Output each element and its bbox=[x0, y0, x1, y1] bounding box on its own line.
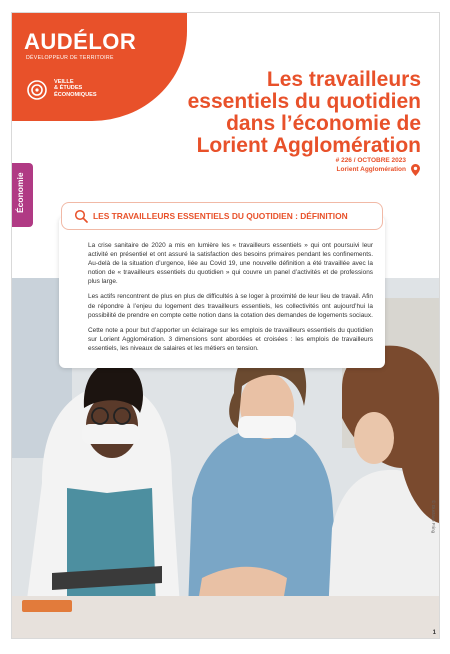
title-line: Lorient Agglomération bbox=[196, 134, 421, 157]
paragraph: La crise sanitaire de 2020 a mis en lumière les « travailleurs essentiels » qui ont poursuivi leur activité en présentiel et ont assuré la satisfaction des besoins primaires pendant les confinements. Au-delà de la situation d’urgence, liée au Covid 19, une nouvelle définition a été travaillée avec la notion de « travailleurs essentiels du quotidien » qui couvre un panel d’activités et de professions plus large. bbox=[88, 242, 373, 286]
brand-logo[interactable]: AUDÉLOR bbox=[24, 29, 137, 54]
page-title bbox=[161, 69, 421, 157]
map-pin-icon bbox=[411, 164, 420, 176]
definition-card bbox=[59, 216, 385, 368]
paragraph: Cette note a pour but d’apporter un éclairage sur les emplois de travailleurs essentiels du quotidien sur Lorient Agglomération. 3 dimensions sont abordées et croisées : les emplois de travailleurs essentiels, les niveaux de salaires et les métiers en tension. bbox=[88, 326, 373, 352]
section-label bbox=[54, 79, 97, 98]
title-line: essentiels du quotidien bbox=[187, 90, 421, 113]
title-line: Les travailleurs bbox=[266, 68, 421, 91]
section-label-line: VEILLE bbox=[54, 79, 74, 85]
definition-heading: LES TRAVAILLEURS ESSENTIELS DU QUOTIDIEN : DÉFINITION bbox=[93, 211, 348, 221]
title-line: dans l’économie de bbox=[226, 112, 421, 135]
paragraph: Les actifs rencontrent de plus en plus de difficultés à se loger à proximité de leur lieu de travail. Afin de répondre à l’enjeu du logement des travailleurs essentiels, les collectivités ont aujourd’hui la possibilité de prendre en compte cette notion dans la cotation des demandes de logements sociaux. bbox=[88, 293, 373, 319]
category-tab-label: Économie bbox=[15, 172, 25, 213]
location-label: Lorient Agglomération bbox=[336, 166, 406, 173]
section-label-line: & ÉTUDES bbox=[54, 85, 83, 92]
publication-meta bbox=[336, 156, 406, 174]
definition-heading-box bbox=[61, 202, 383, 230]
cover-page bbox=[11, 12, 440, 639]
category-tab[interactable] bbox=[11, 163, 33, 227]
brand-tagline: DÉVELOPPEUR DE TERRITOIRE bbox=[26, 55, 114, 61]
search-icon bbox=[74, 209, 88, 223]
target-icon bbox=[26, 79, 48, 101]
definition-text bbox=[88, 241, 373, 359]
photo-credit: © Gustavo Fring bbox=[431, 500, 436, 533]
section-label-line: ÉCONOMIQUES bbox=[54, 91, 97, 98]
issue-number: # 226 / OCTOBRE 2023 bbox=[335, 157, 406, 164]
page-number: 1 bbox=[432, 630, 436, 636]
